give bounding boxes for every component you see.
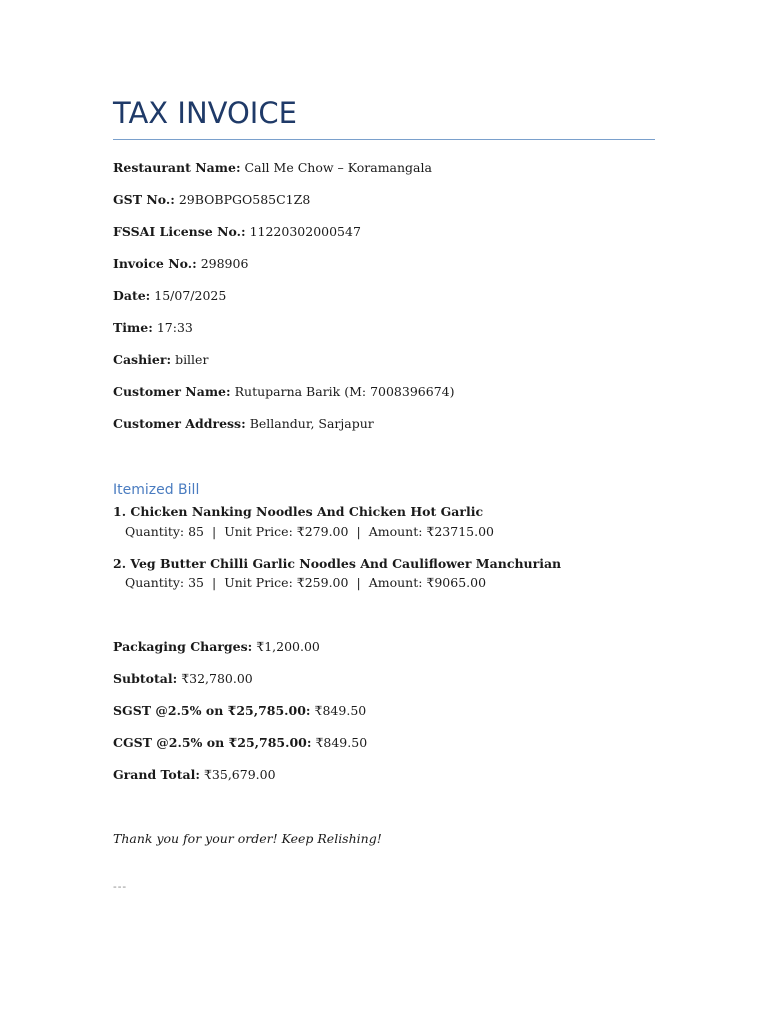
field-label: Cashier: — [113, 352, 172, 367]
field-time — [113, 320, 193, 335]
total-value: ₹849.50 — [315, 735, 368, 750]
field-label: Restaurant Name: — [113, 160, 241, 175]
field-customer-address — [113, 416, 374, 431]
field-label: Customer Name: — [113, 384, 231, 399]
total-value: ₹32,780.00 — [181, 671, 253, 686]
field-restaurant-name — [113, 160, 432, 175]
field-value: 15/07/2025 — [154, 288, 227, 303]
field-label: Time: — [113, 320, 153, 335]
field-value: Rutuparna Barik (M: 7008396674) — [234, 384, 455, 399]
item-amount: Amount: ₹9065.00 — [368, 575, 487, 590]
thank-you-note: Thank you for your order! Keep Relishing! — [113, 831, 382, 846]
title-divider — [113, 139, 655, 140]
item-quantity: Quantity: 35 — [125, 575, 204, 590]
footer-rule: --- — [113, 880, 128, 893]
total-grand-total — [113, 767, 276, 782]
field-date — [113, 288, 226, 303]
field-value: 11220302000547 — [249, 224, 361, 239]
field-value: 298906 — [200, 256, 249, 271]
field-label: FSSAI License No.: — [113, 224, 246, 239]
field-value: biller — [175, 352, 209, 367]
total-label: Subtotal: — [113, 671, 178, 686]
page-title: TAX INVOICE — [113, 96, 297, 130]
field-value: 29BOBPGO585C1Z8 — [178, 192, 311, 207]
total-value: ₹35,679.00 — [203, 767, 276, 782]
field-customer-name — [113, 384, 454, 399]
itemized-bill-heading: Itemized Bill — [113, 482, 200, 498]
field-label: Date: — [113, 288, 151, 303]
field-value: Bellandur, Sarjapur — [249, 416, 374, 431]
field-value: Call Me Chow – Koramangala — [244, 160, 432, 175]
field-label: Invoice No.: — [113, 256, 197, 271]
field-fssai-license — [113, 224, 361, 239]
item-unit-price: Unit Price: ₹279.00 — [224, 524, 349, 539]
item-detail — [125, 524, 494, 539]
field-label: Customer Address: — [113, 416, 246, 431]
total-subtotal — [113, 671, 253, 686]
detail-separator: | — [212, 575, 217, 590]
item-detail — [125, 575, 486, 590]
field-label: GST No.: — [113, 192, 175, 207]
total-label: SGST @2.5% on ₹25,785.00: — [113, 703, 311, 718]
total-cgst — [113, 735, 367, 750]
field-cashier — [113, 352, 208, 367]
field-gst-no — [113, 192, 310, 207]
item-amount: Amount: ₹23715.00 — [368, 524, 494, 539]
detail-separator: | — [356, 575, 361, 590]
total-value: ₹1,200.00 — [256, 639, 320, 654]
item-quantity: Quantity: 85 — [125, 524, 204, 539]
total-packaging-charges — [113, 639, 320, 654]
item-name: 2. Veg Butter Chilli Garlic Noodles And Cauliflower Manchurian — [113, 556, 562, 571]
field-invoice-no — [113, 256, 248, 271]
total-label: Grand Total: — [113, 767, 200, 782]
detail-separator: | — [356, 524, 361, 539]
detail-separator: | — [212, 524, 217, 539]
item-name: 1. Chicken Nanking Noodles And Chicken Hot Garlic — [113, 504, 484, 519]
total-label: CGST @2.5% on ₹25,785.00: — [113, 735, 312, 750]
total-label: Packaging Charges: — [113, 639, 253, 654]
total-value: ₹849.50 — [314, 703, 367, 718]
total-sgst — [113, 703, 366, 718]
field-value: 17:33 — [156, 320, 193, 335]
item-unit-price: Unit Price: ₹259.00 — [224, 575, 349, 590]
